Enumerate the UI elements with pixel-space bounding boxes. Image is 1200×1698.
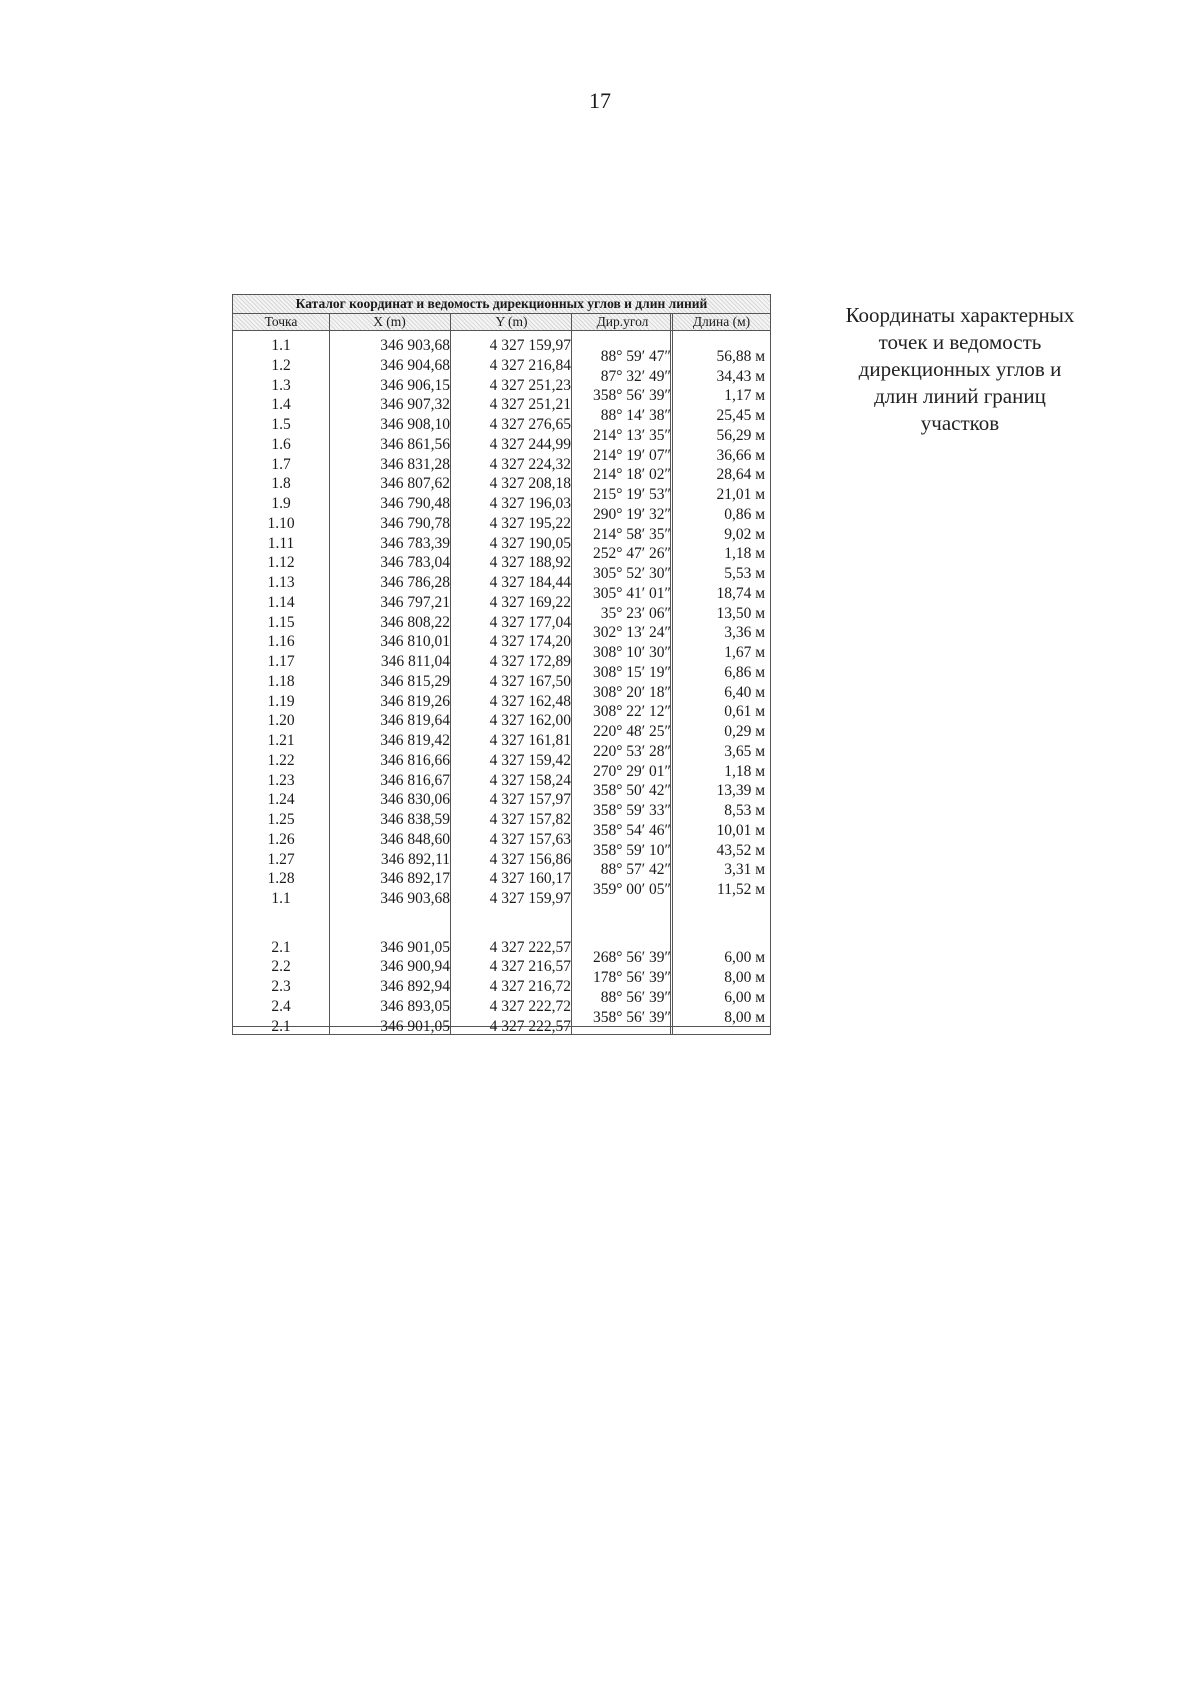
y-coordinate: 4 327 162,00 [489,712,571,730]
x-coordinate: 346 790,78 [380,514,450,532]
x-coordinate: 346 830,06 [380,791,450,809]
direction-angle: 214° 19′ 07″ [592,446,671,464]
direction-angle: 252° 47′ 26″ [592,545,671,563]
x-coordinate: 346 819,26 [380,692,450,710]
y-coordinate: 4 327 222,57 [489,1017,571,1035]
y-coordinate: 4 327 216,84 [489,356,571,374]
segment-length: 3,65 м [724,742,765,760]
caption-line: длин линий границ [874,384,1046,408]
point-id: 1.19 [267,692,295,710]
segment-length: 6,86 м [724,663,765,681]
point-id: 1.21 [267,732,295,749]
direction-angle: 358° 50′ 42″ [592,782,671,800]
x-coordinate: 346 831,28 [380,455,450,473]
x-coordinate: 346 848,60 [380,830,450,848]
direction-angle: 308° 10′ 30″ [592,644,671,662]
point-id: 1.25 [267,811,295,828]
point-id: 1.3 [271,376,291,394]
point-id: 1.1 [271,337,291,354]
segment-length: 6,00 м [724,949,765,967]
y-coordinate: 4 327 251,23 [489,376,571,394]
segment-length: 3,31 м [724,861,765,879]
direction-angle: 358° 59′ 33″ [592,802,671,820]
y-coordinate: 4 327 159,42 [489,751,571,769]
y-coordinate: 4 327 157,63 [489,830,571,848]
y-coordinate: 4 327 172,89 [489,653,571,670]
segment-length: 0,86 м [724,505,765,523]
direction-angle: 302° 13′ 24″ [592,624,671,642]
point-id: 1.20 [267,712,295,730]
y-coordinate: 4 327 222,72 [489,997,571,1015]
direction-angle: 88° 56′ 39″ [600,988,671,1006]
segment-length: 11,52 м [717,881,765,899]
y-coordinate: 4 327 177,04 [489,613,571,631]
y-coordinate: 4 327 276,65 [489,416,571,433]
x-coordinate: 346 783,04 [380,554,450,572]
point-id: 1.9 [271,495,291,512]
segment-length: 28,64 м [716,466,765,484]
y-coordinate: 4 327 216,72 [489,978,571,995]
point-id: 1.17 [267,653,295,670]
y-coordinate: 4 327 158,24 [489,771,571,789]
y-coordinate: 4 327 162,48 [489,692,571,710]
segment-length: 6,00 м [724,988,765,1006]
direction-angle: 268° 56′ 39″ [592,949,671,967]
direction-angle: 88° 57′ 42″ [600,861,671,879]
segment-length: 8,00 м [724,969,765,987]
point-id: 1.12 [267,554,295,572]
direction-angle: 88° 14′ 38″ [600,407,671,425]
point-id: 1.5 [271,416,291,433]
segment-length: 0,29 м [724,723,765,741]
caption-line: Координаты характерных [845,303,1075,327]
segment-length: 1,18 м [724,762,765,780]
point-id: 1.10 [267,514,295,532]
caption-line: точек и ведомость [878,330,1042,354]
x-coordinate: 346 901,05 [380,938,450,956]
segment-length: 56,88 м [716,347,765,365]
x-coordinate: 346 811,04 [380,653,450,670]
page-number: 17 [589,88,611,113]
x-coordinate: 346 900,94 [380,958,450,976]
segment-length: 9,02 м [724,525,765,543]
x-coordinate: 346 816,66 [380,751,450,769]
x-coordinate: 346 838,59 [380,811,450,828]
segment-length: 56,29 м [716,426,765,444]
x-coordinate: 346 892,11 [380,850,450,868]
x-coordinate: 346 797,21 [380,593,450,611]
direction-angle: 308° 15′ 19″ [592,663,671,681]
segment-length: 5,53 м [724,565,765,583]
point-id: 2.1 [271,938,291,956]
x-coordinate: 346 810,01 [380,633,450,651]
segment-length: 1,17 м [724,387,765,405]
segment-length: 34,43 м [716,367,765,385]
header-length: Длина (м) [692,314,751,329]
direction-angle: 305° 41′ 01″ [592,584,671,602]
segment-length: 36,66 м [716,446,765,464]
point-id: 1.22 [267,751,295,769]
segment-length: 8,53 м [724,802,765,820]
direction-angle: 358° 54′ 46″ [592,821,671,839]
x-coordinate: 346 807,62 [380,475,450,493]
x-coordinate: 346 892,94 [380,978,450,995]
point-id: 1.13 [267,574,295,591]
y-coordinate: 4 327 159,97 [489,890,571,907]
y-coordinate: 4 327 216,57 [489,958,571,976]
y-coordinate: 4 327 169,22 [489,593,571,611]
table-title: Каталог координат и ведомость дирекционных углов и длин линий [233,295,770,314]
y-coordinate: 4 327 174,20 [489,633,571,651]
x-coordinate: 346 816,67 [380,771,450,789]
y-coordinate: 4 327 188,92 [489,554,571,572]
segment-length: 18,74 м [716,584,765,602]
direction-angle: 308° 22′ 12″ [592,703,671,721]
segment-length: 0,61 м [724,703,765,721]
direction-angle: 220° 53′ 28″ [592,742,671,760]
segment-length: 21,01 м [716,486,765,504]
x-coordinate: 346 904,68 [380,356,450,374]
y-coordinate: 4 327 161,81 [489,732,571,749]
point-id: 1.6 [271,435,291,453]
x-coordinate: 346 892,17 [380,870,450,888]
direction-angle: 359° 00′ 05″ [592,881,671,899]
point-id: 1.2 [271,356,291,374]
y-coordinate: 4 327 196,03 [489,495,571,512]
segment-length: 25,45 м [716,407,765,425]
point-id: 1.24 [267,791,295,809]
x-coordinate: 346 819,42 [380,732,450,749]
point-id: 1.26 [267,830,295,848]
header-direction-angle: Дир.угол [596,314,649,329]
header-x: X (m) [373,314,406,329]
segment-length: 43,52 м [716,841,765,859]
x-coordinate: 346 783,39 [380,534,450,552]
point-id: 1.11 [267,534,295,552]
point-id: 1.27 [267,850,295,868]
x-coordinate: 346 901,05 [380,1017,450,1035]
header-point: Точка [264,314,298,329]
segment-length: 10,01 м [716,821,765,839]
coordinate-catalog-table [232,294,771,1035]
direction-angle: 35° 23′ 06″ [600,604,671,622]
point-id: 2.3 [271,978,291,995]
segment-length: 8,00 м [724,1008,765,1026]
side-caption [815,302,1105,437]
point-id: 1.1 [271,890,291,907]
x-coordinate: 346 786,28 [380,574,450,591]
x-coordinate: 346 903,68 [380,337,450,354]
caption-line: участков [920,411,1000,435]
y-coordinate: 4 327 195,22 [489,514,571,532]
caption-line: дирекционных углов и [858,357,1062,381]
direction-angle: 215° 19′ 53″ [592,486,671,504]
x-coordinate: 346 907,32 [380,396,450,414]
point-id: 1.7 [271,455,291,473]
y-coordinate: 4 327 184,44 [489,574,571,591]
y-coordinate: 4 327 208,18 [489,475,571,493]
y-coordinate: 4 327 157,97 [489,791,571,809]
y-coordinate: 4 327 167,50 [489,672,571,690]
segment-length: 1,18 м [724,545,765,563]
direction-angle: 178° 56′ 39″ [592,969,671,987]
direction-angle: 87° 32′ 49″ [600,367,671,385]
direction-angle: 214° 18′ 02″ [592,466,671,484]
y-coordinate: 4 327 156,86 [489,850,571,868]
direction-angle: 88° 59′ 47″ [600,347,671,365]
x-coordinate: 346 903,68 [380,890,450,907]
point-id: 2.1 [271,1017,291,1035]
point-id: 2.2 [271,958,291,976]
segment-length: 6,40 м [724,683,765,701]
table-header-row [233,314,770,331]
point-id: 1.23 [267,771,295,789]
point-id: 1.28 [267,870,295,888]
direction-angle: 358° 56′ 39″ [592,387,671,405]
segment-length: 3,36 м [724,624,765,642]
direction-angle: 270° 29′ 01″ [592,762,671,780]
segment-length: 13,50 м [716,604,765,622]
segment-length: 13,39 м [716,782,765,800]
x-coordinate: 346 808,22 [380,613,450,631]
direction-angle: 358° 56′ 39″ [592,1008,671,1026]
direction-angle: 308° 20′ 18″ [592,683,671,701]
column-divider [571,314,572,1034]
direction-angle: 305° 52′ 30″ [592,565,671,583]
direction-angle: 214° 13′ 35″ [592,426,671,444]
y-coordinate: 4 327 222,57 [489,938,571,956]
point-id: 2.4 [271,997,291,1015]
direction-angle: 358° 59′ 10″ [592,841,671,859]
point-id: 1.16 [267,633,295,651]
x-coordinate: 346 908,10 [380,416,450,433]
x-coordinate: 346 861,56 [380,435,450,453]
y-coordinate: 4 327 251,21 [489,396,571,414]
header-y: Y (m) [495,314,528,329]
point-id: 1.18 [267,672,295,690]
direction-angle: 290° 19′ 32″ [592,505,671,523]
y-coordinate: 4 327 190,05 [489,534,571,552]
x-coordinate: 346 819,64 [380,712,450,730]
y-coordinate: 4 327 159,97 [489,337,571,354]
x-coordinate: 346 790,48 [380,495,450,512]
y-coordinate: 4 327 244,99 [489,435,571,453]
segment-length: 1,67 м [724,644,765,662]
y-coordinate: 4 327 157,82 [489,811,571,828]
direction-angle: 214° 58′ 35″ [592,525,671,543]
x-coordinate: 346 815,29 [380,672,450,690]
point-id: 1.15 [267,613,295,631]
point-id: 1.8 [271,475,291,493]
x-coordinate: 346 893,05 [380,997,450,1015]
x-coordinate: 346 906,15 [380,376,450,394]
direction-angle: 220° 48′ 25″ [592,723,671,741]
point-id: 1.4 [271,396,291,414]
point-id: 1.14 [267,593,295,611]
y-coordinate: 4 327 224,32 [489,455,571,473]
y-coordinate: 4 327 160,17 [489,870,571,888]
